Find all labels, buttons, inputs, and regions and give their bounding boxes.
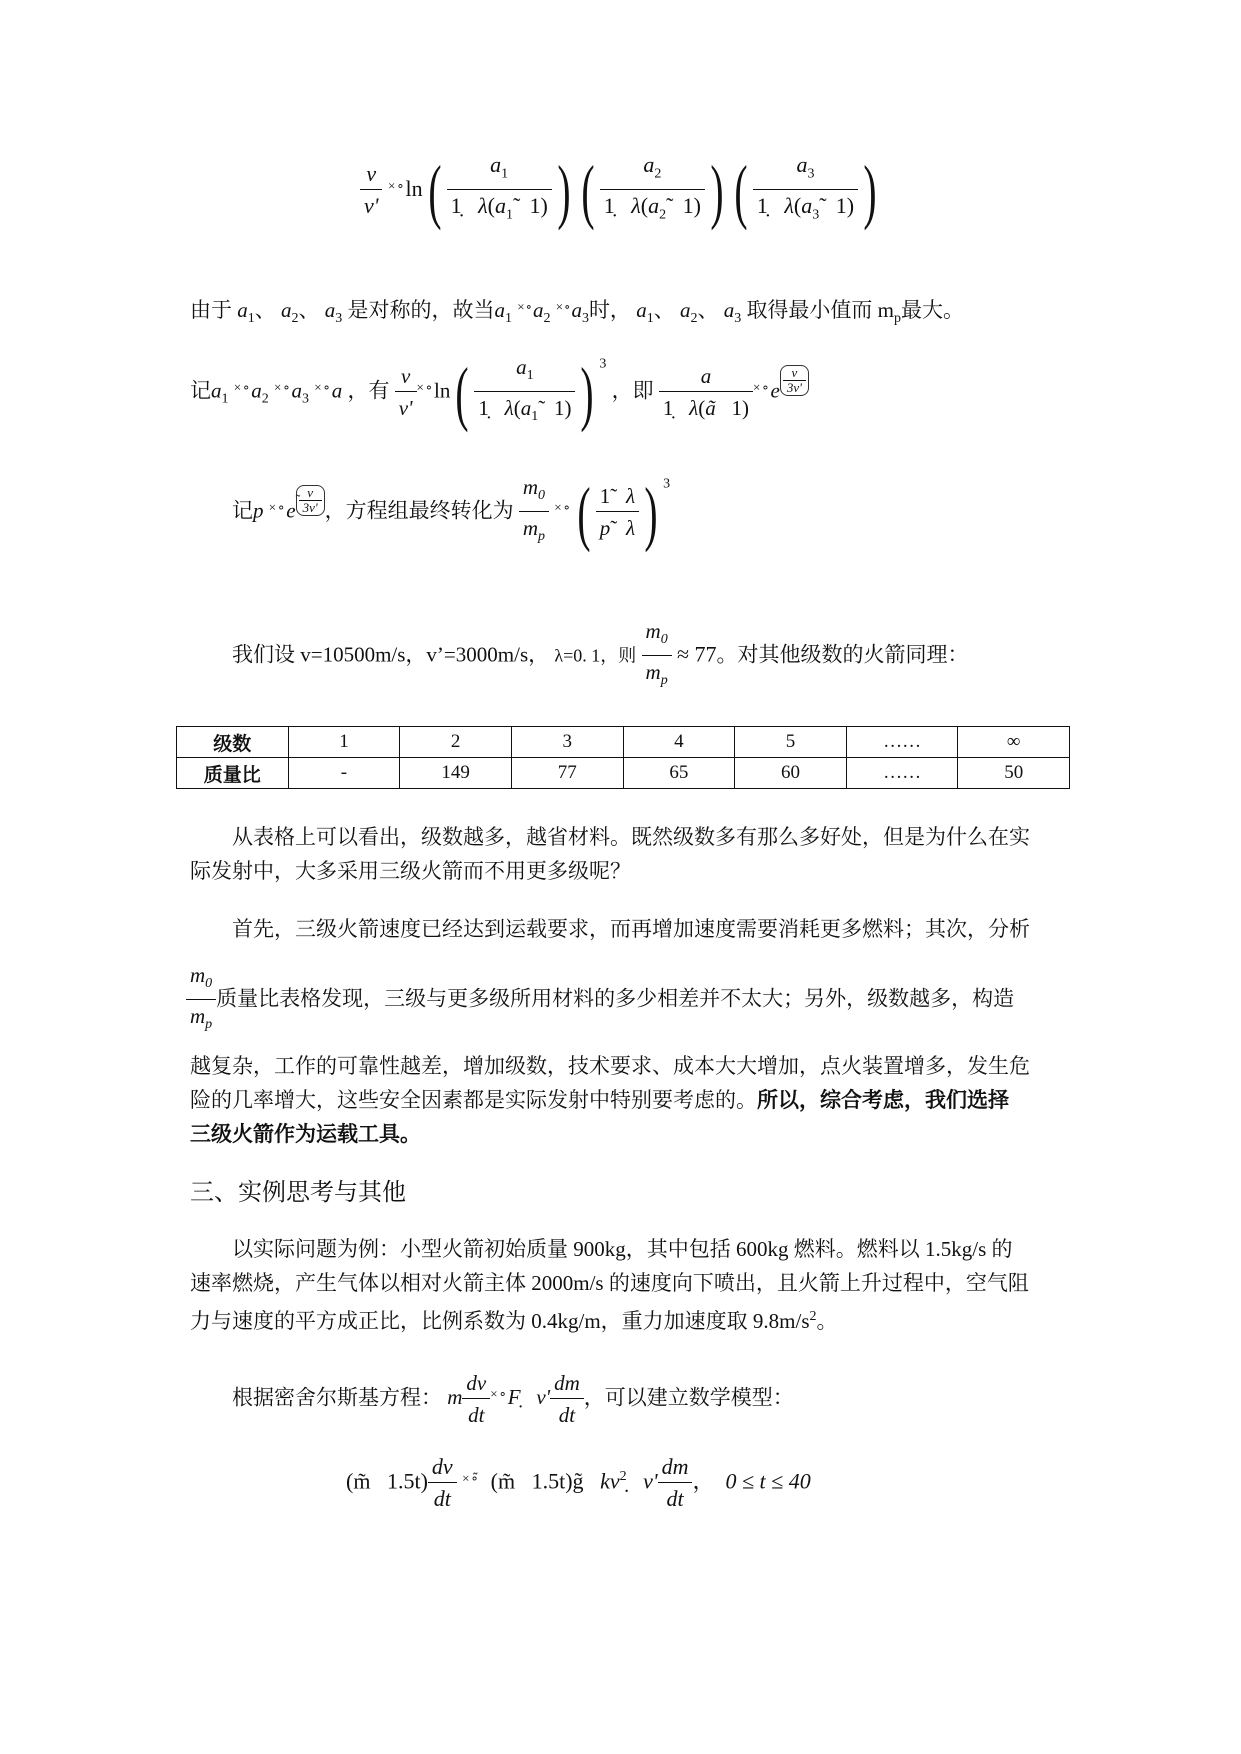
table-cell: 2 [400, 727, 512, 758]
equation-equal-a: 记$a_1$ $^{\times\circ}a_2$ $^{\times\circ}a_3$ ×∘a ，有 $\frac{v}{v'}$ ×∘ln( $\frac{a_1}{1̣ \lambda(a_1̃ 1)}$ ) $^3$ ，即 $\frac{a}{1̣ \lambda(ã 1)}$ ×∘e $^{\frac{v}{3v'}}$ [190, 352, 809, 433]
table-cell: 质量比 [177, 758, 289, 789]
fraction-v-over-vprime: $\frac{v}{v'}$ [360, 159, 382, 222]
table-cell: 级数 [177, 727, 289, 758]
table-row [177, 758, 1070, 789]
table-cell: 65 [623, 758, 735, 789]
table-cell: 50 [958, 758, 1070, 789]
paragraph-meshchersky: 根据密舍尔斯基方程： m $\frac{dv}{dt}$ ×∘F̣ v' $\frac{dm}{dt}$ ，可以建立数学模型： [232, 1368, 794, 1431]
mass-ratio-table [176, 726, 1070, 789]
paragraph-symmetry: 由于 $a_1$、 $a_2$、 $a_3$ 是对称的，故当$a_1$ $^{\times\circ}a_2$ $^{\times\circ}a_3$时， $a_1$、 $a_2$、 $a_3$ 取得最小值而 $m_p$最大。 [190, 298, 965, 327]
paragraph-parameters: 我们设 v=10500m/s，v’=3000m/s， λ=0. 1，则 $\frac{m_0}{m_p}$ ≈ 77。对其他级数的火箭同理： [232, 616, 969, 697]
table-row [177, 727, 1070, 758]
table-cell: 3 [511, 727, 623, 758]
section-heading: 三、实例思考与其他 [190, 1178, 406, 1206]
fraction-a1: $\frac{a_1}{1̣ \lambda(a_1̃ 1)}$ [447, 150, 552, 232]
table-cell: 5 [735, 727, 847, 758]
table-cell: …… [846, 758, 958, 789]
fraction-a3: $\frac{a_3}{1̣ \lambda(a_3̃ 1)}$ [753, 150, 858, 232]
table-cell: - [288, 758, 400, 789]
table-cell: 60 [735, 758, 847, 789]
fraction-a2: $\frac{a_2}{1̣ \lambda(a_2̃ 1)}$ [600, 150, 705, 232]
table-cell: 77 [511, 758, 623, 789]
paragraph-reasons: 首先，三级火箭速度已经达到运载要求，而再增加速度需要消耗更多燃料；其次，分析 $\frac{m_0}{m_p}$ 质量比表格发现，三级与更多级所用材料的多少相差并不太大；另外，级数越多，构造 越复杂，工作的可靠性越差，增加级数，技术要求、成本大大增加，点火装置增多，发生危 险的几率增大，这些安全因素都是实际发射中特别要考虑的。所以，综合考虑，我们选择 三级火箭作为运载工具。 [190, 912, 1060, 1151]
equation-model: (m̃ 1.5t) $\frac{dv}{dt}$ ×∘̃ (m̃ 1.5t)g̃ $kv^2̣$ v' $\frac{dm}{dt}$ ， 0 ≤ t ≤ 40 [346, 1454, 811, 1511]
table-cell: ∞ [958, 727, 1070, 758]
table-cell: 4 [623, 727, 735, 758]
equation-velocity-ratio: $\frac{v}{v'}$ ×∘ln( $\frac{a_1}{1̣ \lambda(a_1̃ 1)}$ ) ( $\frac{a_2}{1̣ \lambda(a_2̃ 1)}$ ) ( $\frac{a_3}{1̣ \lambda(a_3̃ 1)}$ ) [360, 150, 882, 232]
paragraph-table-conclusion: 从表格上可以看出，级数越多，越省材料。既然级数多有那么多好处，但是为什么在实 际发射中，大多采用三级火箭而不用更多级呢？ [190, 825, 1030, 883]
equation-p-definition: 记p ×∘e $^{\frac{v}{3v'}}$ ，方程组最终转化为 $\frac{m_0}{m_p}$ ×∘( $\frac{1̃ \lambda}{p̃ \lambda}$ ) $^3$ [232, 472, 671, 553]
table-cell: 1 [288, 727, 400, 758]
paragraph-example: 以实际问题为例：小型火箭初始质量 900kg，其中包括 600kg 燃料。燃料以 1.5kg/s 的 速率燃烧，产生气体以相对火箭主体 2000m/s 的速度向下喷出，且火箭上升过程中，空气阻 力与速度的平方成正比，比例系数为 0.4kg/m，重力加速度取 $9.8m/s^2$。 [190, 1237, 1029, 1333]
table-cell: 149 [400, 758, 512, 789]
ln-operator: ln [405, 175, 423, 201]
table-cell: …… [846, 727, 958, 758]
